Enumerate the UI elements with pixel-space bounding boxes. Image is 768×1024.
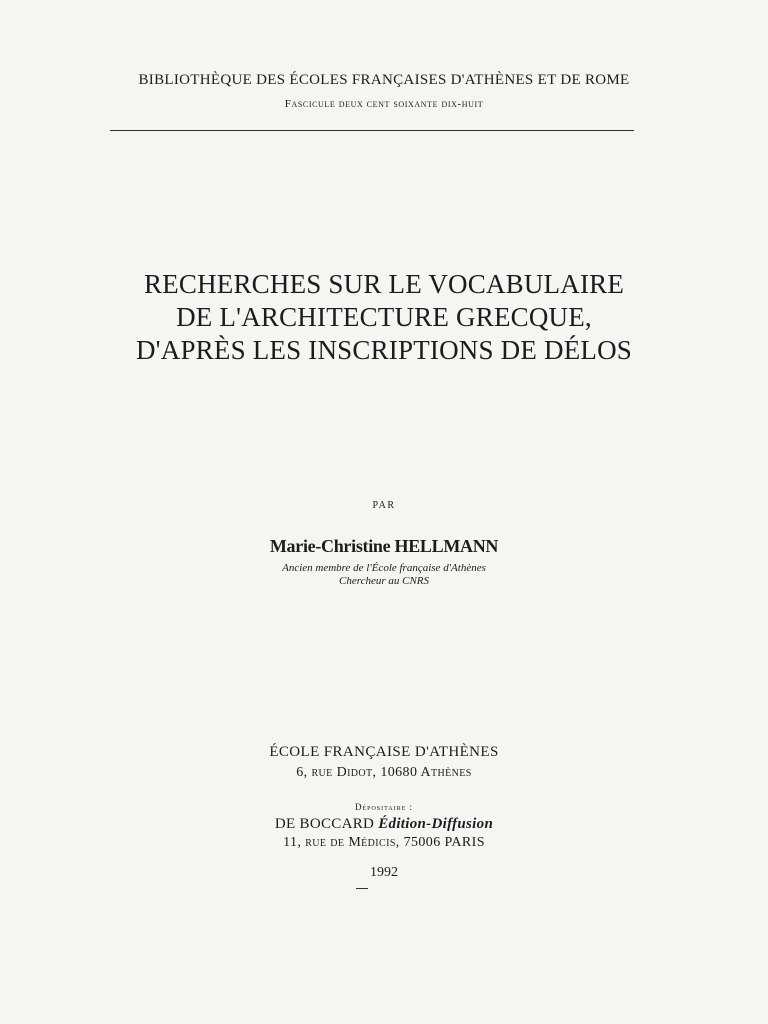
author-affiliation (0, 562, 768, 588)
distributor-name (0, 816, 768, 833)
book-title (0, 268, 768, 367)
header-divider (110, 130, 634, 131)
affiliation-line-2: Chercheur au CNRS (338, 575, 430, 587)
book-title-line-3: D'APRÈS LES INSCRIPTIONS DE DÉLOS (135, 335, 632, 365)
depositaire-label: Dépositaire : (354, 802, 414, 812)
series-title: BIBLIOTHÈQUE DES ÉCOLES FRANÇAISES D'ATHÈNES ET DE ROME (138, 72, 630, 88)
fascicule-number: Fascicule deux cent soixante dix-huit (284, 98, 484, 110)
affiliation-line-1: Ancien membre de l'École française d'Athènes (282, 562, 486, 574)
distributor-address: 11, rue de Médicis, 75006 PARIS (283, 835, 485, 850)
book-title-line-2: DE L'ARCHITECTURE GRECQUE, (176, 302, 592, 332)
publisher-name: ÉCOLE FRANÇAISE D'ATHÈNES (269, 744, 499, 760)
distributor-name-main: DE BOCCARD (274, 816, 375, 832)
par-label: PAR (372, 500, 396, 511)
publisher-address: 6, rue Didot, 10680 Athènes (296, 765, 472, 780)
year-dash (356, 888, 368, 889)
book-title-line-1: RECHERCHES SUR LE VOCABULAIRE (143, 269, 625, 299)
distributor-name-suffix: Édition-Diffusion (378, 816, 494, 832)
author-name: Marie-Christine HELLMANN (269, 536, 499, 556)
publication-year: 1992 (370, 865, 398, 880)
